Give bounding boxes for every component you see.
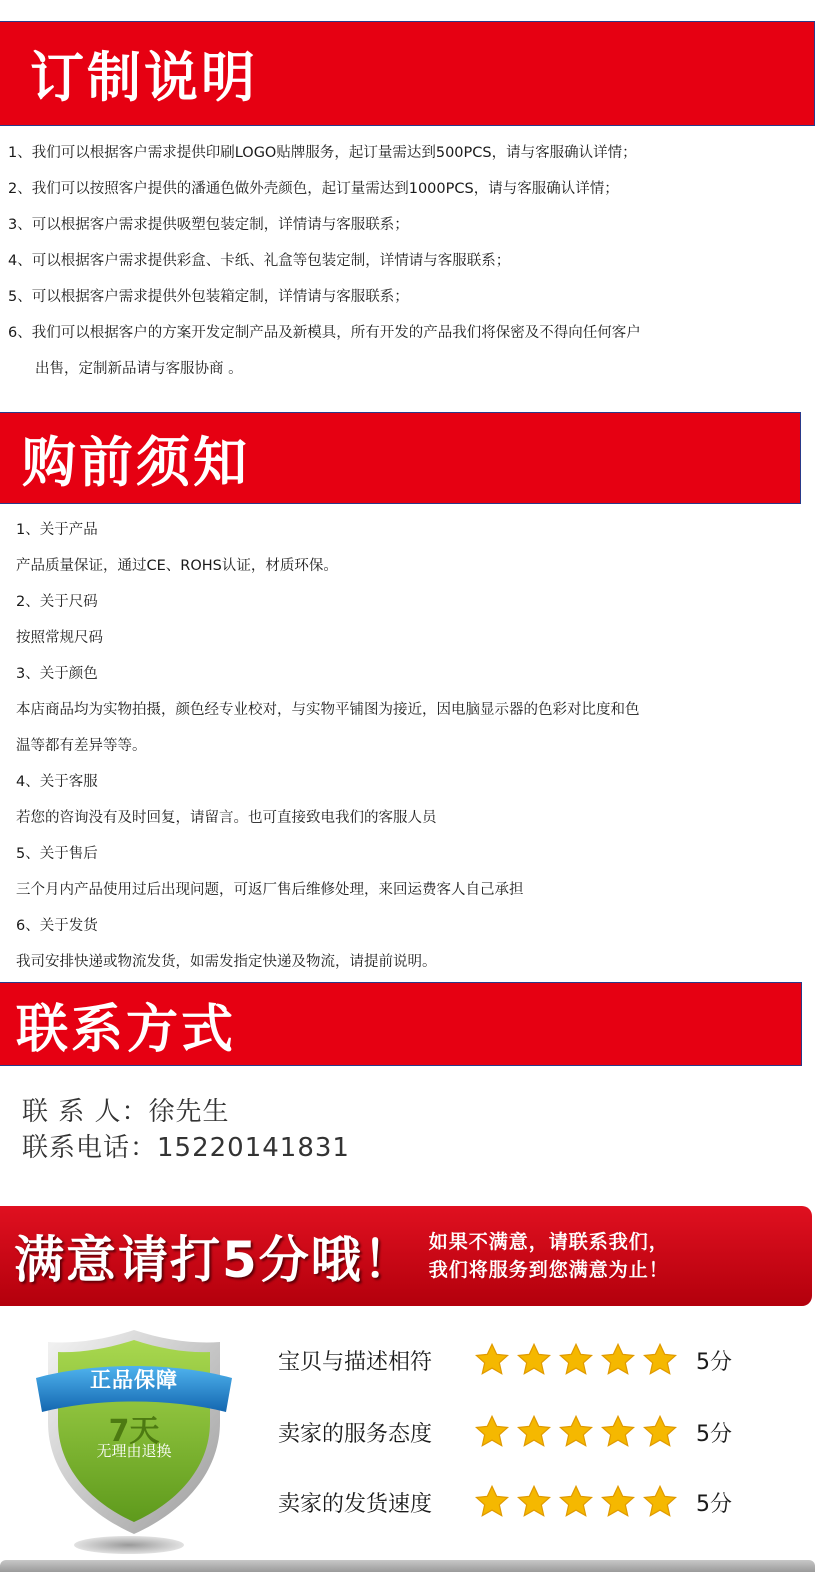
star-icon [600, 1414, 636, 1450]
star-icon [642, 1484, 678, 1520]
rating-subtext [429, 1228, 669, 1284]
purchase-heading: 5、关于售后 [16, 846, 98, 862]
star-icon [474, 1484, 510, 1520]
star-icon [516, 1484, 552, 1520]
purchase-heading: 3、关于颜色 [16, 666, 98, 682]
contact-section-title: 联系方式 [0, 982, 802, 1066]
rating-headline: 满意请打5分哦！ [14, 1231, 415, 1289]
star-icon [558, 1414, 594, 1450]
custom-notes-list [0, 135, 815, 387]
contact-person: 联 系 人：徐先生 [22, 1097, 230, 1127]
purchase-text: 温等都有差异等等。 [16, 738, 147, 754]
rating-banner [0, 1206, 812, 1306]
custom-note: 1、我们可以根据客户需求提供印刷LOGO贴牌服务，起订量需达到500PCS，请与客服确认详情； [8, 145, 637, 161]
star-icon [600, 1342, 636, 1378]
star-icon [600, 1484, 636, 1520]
star-rating [474, 1414, 692, 1450]
contact-info [22, 1094, 350, 1166]
bottom-divider [0, 1560, 815, 1572]
purchase-text: 本店商品均为实物拍摄，颜色经专业校对，与实物平铺图为接近，因电脑显示器的色彩对比度和色 [16, 702, 640, 718]
custom-note: 4、可以根据客户需求提供彩盒、卡纸、礼盒等包装定制，详情请与客服联系； [8, 253, 511, 269]
purchase-heading: 6、关于发货 [16, 918, 98, 934]
star-icon [642, 1342, 678, 1378]
star-icon [558, 1484, 594, 1520]
rating-row-service [278, 1412, 732, 1452]
rating-score: 5分 [696, 1491, 732, 1517]
purchase-text: 按照常规尺码 [16, 630, 103, 646]
custom-note: 3、可以根据客户需求提供吸塑包装定制，详情请与客服联系； [8, 217, 409, 233]
contact-phone: 联系电话：15220141831 [22, 1133, 350, 1163]
star-rating [474, 1484, 692, 1520]
star-rating [474, 1342, 692, 1378]
quality-guarantee-badge [34, 1326, 234, 1558]
rating-row-shipping [278, 1482, 732, 1522]
star-icon [474, 1414, 510, 1450]
custom-section-title: 订制说明 [0, 21, 815, 126]
custom-note-continued: 出售，定制新品请与客服协商 。 [35, 361, 243, 377]
rating-label: 卖家的发货速度 [278, 1491, 433, 1517]
purchase-heading: 1、关于产品 [16, 522, 98, 538]
badge-days: 7天 [108, 1414, 160, 1449]
purchase-text: 三个月内产品使用过后出现问题，可返厂售后维修处理，来回运费客人自己承担 [16, 882, 524, 898]
purchase-heading: 4、关于客服 [16, 774, 98, 790]
badge-return-text: 无理由退换 [96, 1442, 172, 1460]
star-icon [516, 1342, 552, 1378]
custom-note: 6、我们可以根据客户的方案开发定制产品及新模具，所有开发的产品我们将保密及不得向任何客户 [8, 325, 641, 341]
purchase-heading: 2、关于尺码 [16, 594, 98, 610]
rating-subtext-line: 我们将服务到您满意为止！ [428, 1259, 669, 1281]
badge-ribbon-text: 正品保障 [90, 1368, 178, 1392]
purchase-text: 产品质量保证，通过CE、ROHS认证，材质环保。 [16, 558, 338, 574]
star-icon [516, 1414, 552, 1450]
rating-row-description [278, 1340, 732, 1380]
purchase-text: 我司安排快递或物流发货，如需发指定快递及物流，请提前说明。 [16, 954, 437, 970]
custom-note: 5、可以根据客户需求提供外包装箱定制，详情请与客服联系； [8, 289, 409, 305]
rating-subtext-line: 如果不满意，请联系我们， [428, 1231, 669, 1253]
purchase-text: 若您的咨询没有及时回复，请留言。也可直接致电我们的客服人员 [16, 810, 437, 826]
prepurchase-section-title: 购前须知 [0, 412, 801, 504]
rating-label: 宝贝与描述相符 [278, 1349, 433, 1375]
prepurchase-notes-list [0, 512, 815, 980]
custom-note: 2、我们可以按照客户提供的潘通色做外壳颜色，起订量需达到1000PCS，请与客服确认详情； [8, 181, 619, 197]
rating-score: 5分 [696, 1349, 732, 1375]
rating-label: 卖家的服务态度 [278, 1421, 433, 1447]
star-icon [474, 1342, 510, 1378]
star-icon [558, 1342, 594, 1378]
rating-score: 5分 [696, 1421, 732, 1447]
star-icon [642, 1414, 678, 1450]
